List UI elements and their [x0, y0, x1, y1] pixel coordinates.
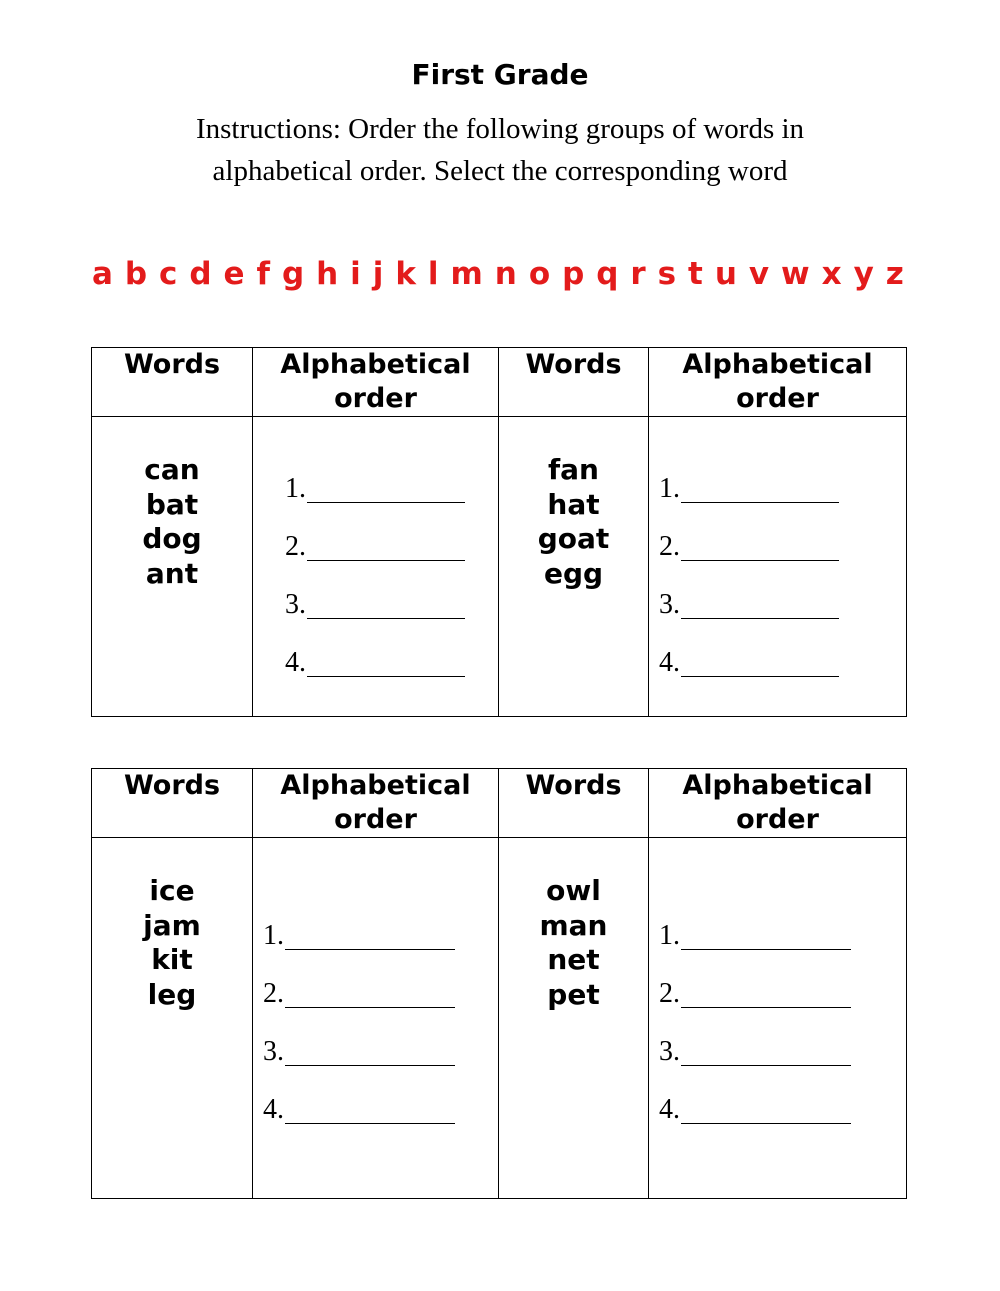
alphabet-letter: s: [657, 256, 677, 292]
word-item: leg: [147, 977, 197, 1011]
answer-slot[interactable]: 1.: [659, 451, 906, 509]
word-item: jam: [143, 908, 201, 942]
answer-slot[interactable]: 2.: [659, 509, 906, 567]
instructions-line-2: alphabetical order. Select the corresponding word: [212, 155, 788, 187]
answer-blanks-group-3: [253, 838, 499, 1199]
order-header: Alphabetical order: [649, 348, 907, 417]
alphabet-letter: h: [316, 256, 339, 292]
word-item: pet: [547, 977, 600, 1011]
answer-slot[interactable]: 1.: [263, 898, 498, 956]
order-header: Alphabetical order: [253, 769, 499, 838]
alphabet-letter: v: [748, 256, 770, 292]
alphabet-letter: g: [281, 256, 305, 292]
answer-slot[interactable]: 3.: [285, 567, 498, 625]
alphabet-letter: w: [781, 256, 810, 292]
table-header-row: [92, 769, 907, 838]
instructions-line-1: Instructions: Order the following groups of words in: [195, 113, 805, 145]
table-body-row: [92, 417, 907, 717]
order-header: Alphabetical order: [649, 769, 907, 838]
alphabet-letter: t: [688, 256, 703, 292]
alphabet-letter: q: [596, 256, 619, 292]
answer-slot[interactable]: 2.: [285, 509, 498, 567]
word-item: kit: [151, 943, 193, 976]
instructions: [100, 108, 900, 192]
word-list-group-3: [92, 838, 253, 1199]
alphabet-letter: j: [372, 256, 384, 292]
answer-slot[interactable]: 4.: [659, 625, 906, 683]
alphabet-letter: f: [256, 256, 271, 292]
word-item: bat: [145, 487, 199, 521]
table-body-row: [92, 838, 907, 1199]
word-list-group-1: [92, 417, 253, 717]
words-header: Words: [92, 769, 253, 838]
word-item: man: [539, 908, 608, 942]
words-header: Words: [499, 769, 649, 838]
alphabet-letter: p: [562, 256, 585, 292]
worksheet-table-2: [91, 768, 907, 1199]
alphabet-letter: x: [821, 256, 842, 292]
alphabet-letter: m: [450, 256, 483, 292]
answer-slot[interactable]: 4.: [285, 625, 498, 683]
answer-slot[interactable]: 3.: [659, 567, 906, 625]
alphabet-letter: n: [494, 256, 517, 292]
word-item: can: [144, 453, 200, 486]
answer-blanks-group-2: [649, 417, 907, 717]
word-item: owl: [546, 874, 601, 907]
alphabet-letter: y: [853, 256, 874, 292]
alphabet-letter: l: [427, 256, 439, 292]
alphabet-letter: u: [714, 256, 737, 292]
answer-slot[interactable]: 3.: [263, 1014, 498, 1072]
alphabet-letter: a: [92, 256, 113, 292]
alphabet-letter: o: [528, 256, 551, 292]
alphabet-letter: c: [159, 256, 178, 292]
answer-slot[interactable]: 4.: [659, 1072, 906, 1130]
table-header-row: [92, 348, 907, 417]
alphabet-letter: b: [124, 256, 148, 292]
word-item: dog: [142, 522, 202, 555]
word-list-group-2: [499, 417, 649, 717]
page-title: First Grade: [411, 58, 589, 91]
word-item: egg: [543, 556, 604, 590]
words-header: Words: [92, 348, 253, 417]
word-list-group-4: [499, 838, 649, 1199]
answer-blanks-group-4: [649, 838, 907, 1199]
answer-slot[interactable]: 2.: [659, 956, 906, 1014]
words-header: Words: [499, 348, 649, 417]
word-item: fan: [547, 453, 599, 486]
word-item: ice: [149, 874, 195, 907]
answer-slot[interactable]: 1.: [659, 898, 906, 956]
answer-slot[interactable]: 3.: [659, 1014, 906, 1072]
alphabet-letter: k: [395, 256, 416, 292]
alphabet-letter: i: [350, 256, 361, 292]
word-item: goat: [537, 522, 610, 555]
order-header: Alphabetical order: [253, 348, 499, 417]
word-item: ant: [145, 556, 199, 590]
alphabet-strip: [92, 256, 904, 292]
word-item: hat: [547, 487, 600, 521]
alphabet-letter: r: [630, 256, 646, 292]
answer-blanks-group-1: [253, 417, 499, 717]
worksheet-table-1: [91, 347, 907, 717]
alphabet-letter: e: [223, 256, 245, 292]
alphabet-letter: z: [885, 256, 904, 292]
answer-slot[interactable]: 2.: [263, 956, 498, 1014]
answer-slot[interactable]: 1.: [285, 451, 498, 509]
answer-slot[interactable]: 4.: [263, 1072, 498, 1130]
word-item: net: [547, 943, 600, 976]
alphabet-letter: d: [189, 256, 212, 292]
